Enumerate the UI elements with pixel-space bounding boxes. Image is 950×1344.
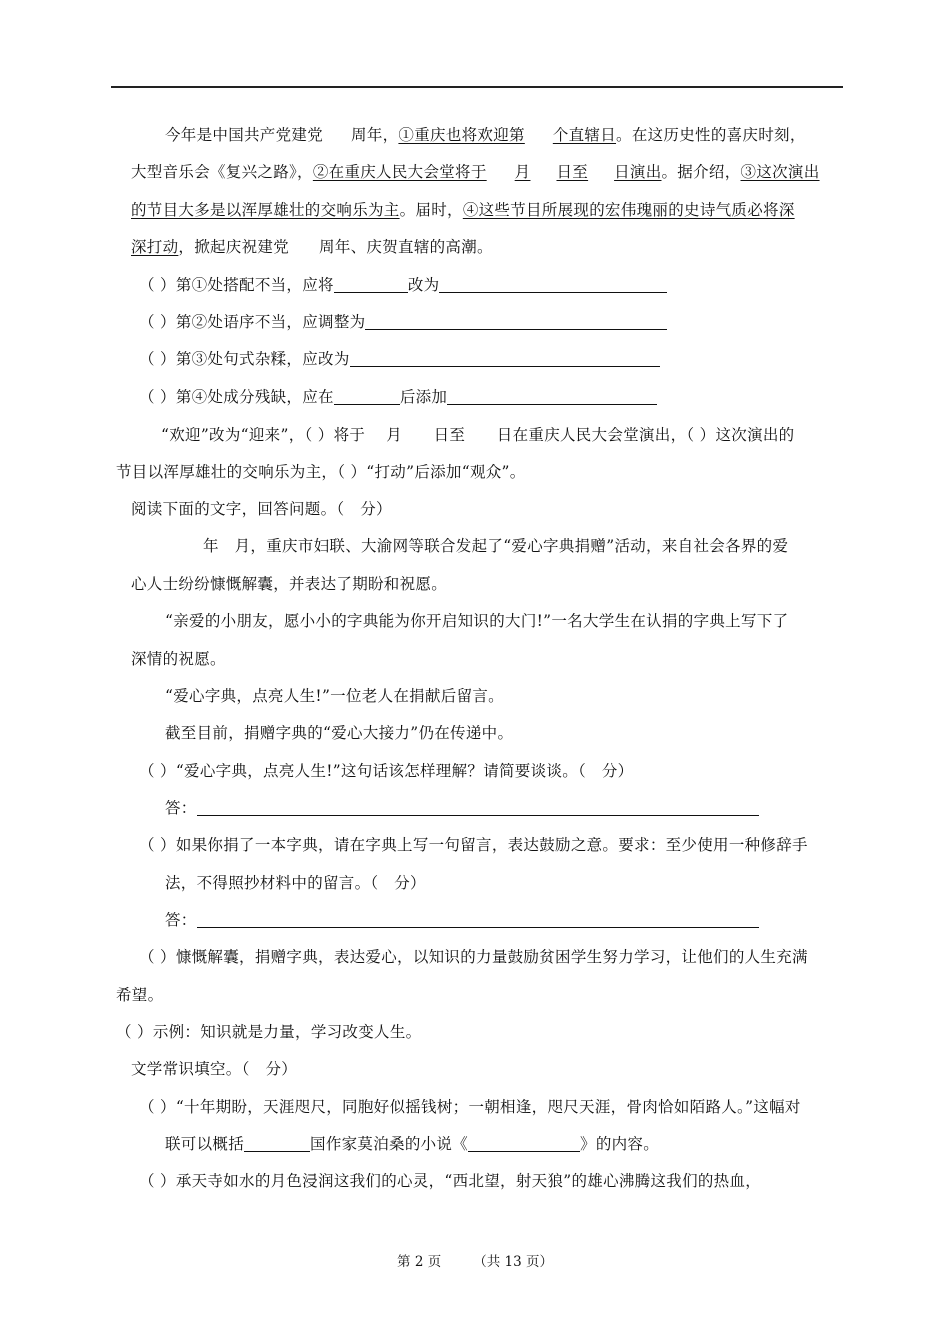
q1-item-2: （ ）第②处语序不当，应调整为 — [139, 311, 667, 333]
answer-blank[interactable] — [350, 350, 660, 367]
sub-question: 法，不得照抄材料中的留言。（ 分） — [165, 874, 426, 892]
answer-blank[interactable] — [365, 313, 667, 330]
answer-blank[interactable] — [334, 388, 400, 405]
q1-item-1: （ ）第①处搭配不当，应将 改为 — [139, 274, 667, 296]
answer-blank[interactable] — [197, 911, 759, 928]
page-footer — [0, 1250, 950, 1270]
header-rule — [111, 86, 843, 88]
question-intro: 文学常识填空。（ 分） — [131, 1060, 298, 1078]
q1-item-4: （ ）第④处成分残缺，应在 后添加 — [139, 386, 657, 408]
sub-question: （ ）如果你捐了一本字典，请在字典上写一句留言，表达鼓励之意。要求：至少使用一种修辞手 — [139, 836, 808, 854]
underlined-sentence-4: ④这些节目所展现的宏伟瑰丽的史诗气质必将深 — [462, 201, 795, 219]
answer-line: 答： — [165, 909, 759, 931]
text: ，掀起庆祝建党 — [178, 238, 290, 256]
text: 周年、庆贺直辖的高潮。 — [319, 238, 493, 256]
answer-text: （ ）慷慨解囊，捐赠字典，表达爱心，以知识的力量鼓励贫困学生努力学习，让他们的人生充满 — [139, 948, 808, 966]
answer-blank[interactable] — [447, 388, 657, 405]
answer-text: （ ）示例：知识就是力量，学习改变人生。 — [116, 1023, 422, 1041]
answer-text: “欢迎”改为“迎来”，（ ）将于 月 日至 日在重庆人民大会堂演出，（ ）这次演出的 — [161, 426, 795, 444]
reading-text: 深情的祝愿。 — [131, 650, 226, 668]
reading-text: 截至目前，捐赠字典的“爱心大接力”仍在传递中。 — [165, 724, 514, 742]
reading-text: “爱心字典，点亮人生!”一位老人在捐献后留言。 — [165, 687, 504, 705]
answer-text: 节目以浑厚雄壮的交响乐为主，（ ）“打动”后添加“观众”。 — [116, 463, 526, 481]
answer-blank[interactable] — [197, 799, 759, 816]
sub-question: （ ）“十年期盼，天涯咫尺，同胞好似摇钱树；一朝相逢，咫尺天涯，骨肉恰如陌路人。”这幅对 — [139, 1098, 801, 1116]
question-intro: 阅读下面的文字，回答问题。（ 分） — [131, 500, 392, 518]
passage-line-1 — [165, 124, 806, 146]
page-total: （共 13 页） — [473, 1254, 553, 1270]
text: 。在这历史性的喜庆时刻， — [616, 126, 806, 144]
reading-text: “亲爱的小朋友，愿小小的字典能为你开启知识的大门!”一名大学生在认捐的字典上写下了 — [165, 612, 789, 630]
underlined-sentence-3: ③这次演出 — [740, 163, 820, 181]
passage-line-4 — [131, 236, 493, 258]
answer-text: 希望。 — [116, 986, 164, 1004]
page-number: 第 2 页 — [397, 1254, 442, 1270]
text: 。据介绍， — [661, 163, 741, 181]
sub-question: 联可以概括 国作家莫泊桑的小说《 》的内容。 — [165, 1135, 660, 1153]
answer-line: 答： — [165, 797, 759, 819]
answer-blank[interactable] — [244, 1135, 310, 1152]
text: 今年是中国共产党建党 — [165, 126, 324, 144]
answer-blank[interactable] — [439, 276, 667, 293]
reading-text: 心人士纷纷慷慨解囊，并表达了期盼和祝愿。 — [131, 575, 448, 593]
underlined-sentence-3: 的节目大多是以浑厚雄壮的交响乐为主 — [131, 201, 400, 219]
passage-line-2 — [131, 161, 820, 183]
text: 。届时， — [399, 201, 463, 219]
q1-item-3: （ ）第③处句式杂糅，应改为 — [139, 348, 660, 370]
passage-line-3 — [131, 199, 795, 221]
sub-question: （ ）承天寺如水的月色浸润这我们的心灵，“西北望，射天狼”的雄心沸腾这我们的热血， — [139, 1172, 762, 1190]
text: 大型音乐会《复兴之路》， — [131, 163, 313, 181]
underlined-sentence-2: ②在重庆人民大会堂将于 月 日至 日演出 — [312, 163, 662, 181]
reading-text: 年 月，重庆市妇联、大渝网等联合发起了“爱心字典捐赠”活动，来自社会各界的爱 — [203, 537, 789, 555]
underlined-sentence-4: 深打动 — [131, 238, 179, 256]
text: 周年， — [351, 126, 399, 144]
answer-blank[interactable] — [468, 1135, 580, 1152]
underlined-sentence-1: ①重庆也将欢迎第 个直辖日 — [398, 126, 617, 144]
sub-question: （ ）“爱心字典，点亮人生!”这句话该怎样理解？请简要谈谈。（ 分） — [139, 762, 634, 780]
answer-blank[interactable] — [334, 276, 408, 293]
